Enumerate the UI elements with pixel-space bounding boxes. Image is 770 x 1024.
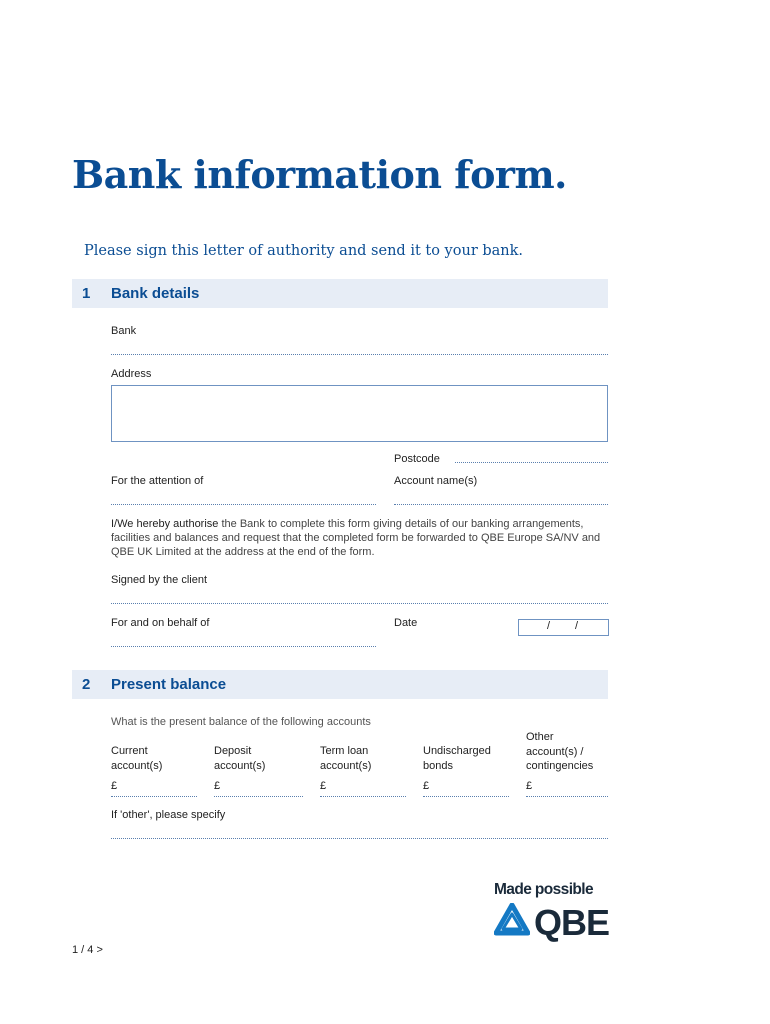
section-header-bank-details — [72, 279, 608, 308]
section-title: Present balance — [111, 676, 227, 693]
page-subtitle: Please sign this letter of authority and send it to your bank. — [84, 243, 524, 259]
currency-symbol: £ — [526, 780, 533, 792]
behalf-label: For and on behalf of — [111, 617, 210, 629]
other-specify-input[interactable] — [111, 838, 608, 839]
authorisation-lead: I/We hereby authorise — [111, 518, 219, 530]
logo-wordmark: QBE — [534, 902, 610, 943]
current-account-input[interactable] — [111, 796, 197, 797]
other-accounts-input[interactable] — [526, 796, 608, 797]
balance-question: What is the present balance of the following accounts — [111, 716, 371, 728]
bank-label: Bank — [111, 325, 137, 337]
account-name-label: Account name(s) — [394, 475, 478, 487]
logo-tagline: Made possible — [494, 881, 594, 898]
column-label-line: Undischarged — [423, 745, 491, 757]
page-title: Bank information form. — [72, 152, 567, 197]
column-label-line: Deposit — [214, 745, 252, 757]
section-number: 2 — [82, 676, 91, 693]
column-label-line: Other — [526, 731, 554, 743]
address-input[interactable] — [111, 385, 608, 442]
column-label-line: account(s) — [320, 759, 372, 772]
behalf-input[interactable] — [111, 646, 376, 647]
column-label — [423, 744, 491, 773]
authorisation-text — [111, 517, 611, 559]
column-label-line: account(s) — [214, 759, 266, 772]
postcode-label: Postcode — [394, 453, 440, 465]
date-input[interactable] — [518, 619, 609, 636]
undischarged-bonds-input[interactable] — [423, 796, 509, 797]
column-label — [214, 744, 265, 773]
qbe-logo-icon — [494, 903, 530, 937]
section-title: Bank details — [111, 285, 200, 302]
currency-symbol: £ — [111, 780, 118, 792]
date-separator: / — [575, 620, 579, 632]
address-label: Address — [111, 368, 152, 380]
term-loan-input[interactable] — [320, 796, 406, 797]
column-label-line: account(s) / — [526, 745, 584, 758]
column-label-line: bonds — [423, 759, 453, 772]
section-header-present-balance — [72, 670, 608, 699]
page-navigation[interactable]: 1 / 4 > — [72, 944, 103, 956]
currency-symbol: £ — [320, 780, 327, 792]
section-number: 1 — [82, 285, 91, 302]
column-label — [111, 744, 162, 773]
column-label-line: account(s) — [111, 759, 163, 772]
deposit-account-input[interactable] — [214, 796, 303, 797]
column-label-line: contingencies — [526, 760, 594, 772]
date-label: Date — [394, 617, 418, 629]
other-specify-label: If 'other', please specify — [111, 809, 226, 821]
bank-input[interactable] — [111, 354, 608, 355]
column-label — [526, 730, 593, 774]
column-label-line: Term loan — [320, 745, 369, 757]
column-label-line: Current — [111, 745, 148, 757]
attention-label: For the attention of — [111, 475, 204, 487]
column-label — [320, 744, 371, 773]
signature-input[interactable] — [111, 603, 608, 604]
attention-input[interactable] — [111, 504, 376, 505]
account-name-input[interactable] — [394, 504, 608, 505]
postcode-input[interactable] — [455, 462, 608, 463]
currency-symbol: £ — [423, 780, 430, 792]
signed-label: Signed by the client — [111, 574, 208, 586]
currency-symbol: £ — [214, 780, 221, 792]
authorisation-body: the Bank to complete this form giving details of our banking arrangements, facilities and balances and request that the completed form be forwarded to QBE Europe SA/NV and QBE UK Limited at the address at the end of the form. — [111, 518, 601, 558]
date-separator: / — [547, 620, 551, 632]
